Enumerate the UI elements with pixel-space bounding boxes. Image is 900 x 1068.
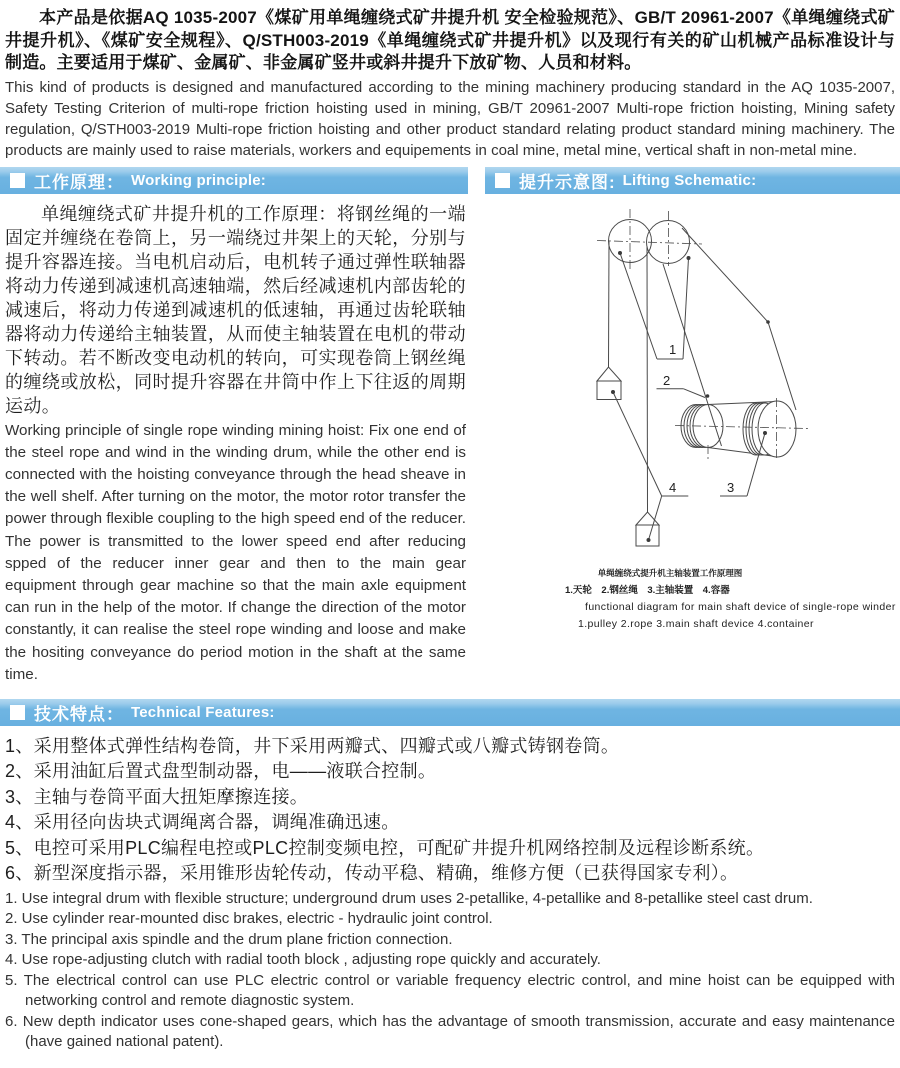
- lifting-schematic-header: [485, 167, 900, 194]
- feature-item-zh: 3、主轴与卷筒平面大扭矩摩擦连接。: [5, 786, 309, 807]
- two-column-section: [0, 167, 900, 686]
- feature-item-en: 1. Use integral drum with flexible structure; underground drum uses 2-petallike, 4-petallike and 8-petallike steel cast drum.: [5, 889, 813, 907]
- diagram-caption-zh-title: 单绳缠绕式提升机主轴装置工作原理图: [597, 567, 743, 578]
- feature-item-zh: 6、新型深度指示器，采用锥形齿轮传动，传动平稳、精确，维修方便（已获得国家专利）。: [5, 863, 739, 884]
- feature-item-zh: 4、采用径向齿块式调绳离合器，调绳准确迅速。: [5, 812, 400, 833]
- technical-features-list-zh: [5, 734, 895, 887]
- feature-item-zh: 2、采用油缸后置式盘型制动器，电——液联合控制。: [5, 761, 437, 782]
- lifting-schematic-column: [485, 167, 900, 686]
- rope-center-vertical: [647, 246, 648, 512]
- hoist-schematic-svg: [485, 196, 900, 636]
- technical-features-title-zh: 技术特点：: [34, 704, 124, 724]
- container-upper: [597, 367, 621, 400]
- diagram-label-3: 3: [727, 479, 735, 495]
- square-bullet-icon: [495, 173, 510, 188]
- square-bullet-icon: [10, 173, 25, 188]
- intro-paragraph-zh: 本产品是依据AQ 1035-2007《煤矿用单绳缠绕式矿井提升机 安全检验规范》、GB/T 20961-2007《单绳缠绕式矿井提升机》、《煤矿安全规程》、Q/STH003-2019《单绳缠绕式矿井提升机》以及现行有关的矿山机械产品标准设计与制造。主要适用于煤矿、金属矿、非金属矿竖井或斜井提升下放矿物、人员和材料。: [5, 8, 895, 72]
- rope-right-diagonal: [682, 228, 796, 410]
- working-principle-title-en: Working principle:: [131, 171, 266, 189]
- technical-features-header: [0, 699, 900, 726]
- technical-features-title-en: Technical Features:: [131, 703, 275, 721]
- drum-end-cap: [758, 401, 796, 457]
- working-principle-body-zh: 单绳缠绕式矿井提升机的工作原理：将钢丝绳的一端固定并缠绕在卷筒上，另一端绕过井架上的天轮，分别与提升容器连接。当电机启动后，电机转子通过弹性联轴器将动力传递到减速机高速轴端，然后经减速机内部齿轮的减速后，将动力传递到减速机的低速轴，再通过齿轮联轴器将动力传递给主轴装置，从而使主轴装置在电机的带动下转动。若不断改变电动机的转向，可实现卷筒上钢丝绳的缠绕或放松，同时提升容器在井筒中作上下往返的周期运动。: [5, 203, 466, 416]
- diagram-caption-en-title: functional diagram for main shaft device of single-rope winder: [585, 600, 896, 613]
- feature-item-en: 2. Use cylinder rear-mounted disc brakes, electric - hydraulic joint control.: [5, 910, 493, 928]
- catalog-page: [0, 7, 900, 1068]
- feature-item-en: 6. New depth indicator uses cone-shaped gears, which has the advantage of smooth transmission, accurate and easy maintenance (have gained national patent).: [5, 1012, 895, 1051]
- working-principle-column: [0, 167, 468, 686]
- lifting-schematic-diagram: [485, 196, 900, 636]
- diagram-label-1: 1: [669, 341, 677, 357]
- square-bullet-icon: [10, 705, 25, 720]
- diagram-caption-en-items: 1.pulley 2.rope 3.main shaft device 4.container: [578, 617, 814, 630]
- working-principle-header: [0, 167, 468, 194]
- diagram-caption-zh-items: 1.天轮 2.钢丝绳 3.主轴装置 4.容器: [565, 584, 730, 596]
- working-principle-title-zh: 工作原理：: [34, 172, 124, 192]
- feature-item-en: 3. The principal axis spindle and the drum plane friction connection.: [5, 930, 453, 948]
- working-principle-body-en: Working principle of single rope winding mining hoist: Fix one end of the steel rope and wind in the winding drum, while the other end is connected with the hoisting conveyance through the head sheave in the well shelf. After turning on the motor, the motor rotor transfer the power through flexible coupling to the high speed end of the reducer. The power is transmitted to the lower speed end after reducing spped of the reducer inner gear and then to the main gear equipment through gear machine so that the main axle equipment can run in the help of the motor. If change the direction of the motor constantly, it can realise the steel rope winding and loose and make the hositing conveyance do period motion in the shaft at the same time.: [5, 421, 467, 683]
- feature-item-en: 5. The electrical control can use PLC electric control or variable frequency electric control, and mine hoist can be equipped with networking control and remote diagnostic system.: [5, 971, 895, 1010]
- lifting-schematic-title-en: Lifting Schematic:: [622, 171, 757, 189]
- technical-features-list-en: [5, 889, 895, 1053]
- intro-paragraph-en: This kind of products is designed and manufactured according to the mining machinery producing standard in the AQ 1035-2007, Safety Testing Criterion of multi-rope friction hoisting used in mining, GB/T 20961-2007 Multi-rope friction hoisting, Mining safety regulation, Q/STH003-2019 Multi-rope friction hoisting and other product standard relating product standard mining machinery. The products are mainly used to raise materials, workers and equipements in coal mine, metal mine, vertical shaft in non-metal mine.: [5, 78, 895, 159]
- lifting-schematic-title-zh: 提升示意图:: [519, 172, 616, 192]
- feature-item-zh: 1、采用整体式弹性结构卷筒，井下采用两瓣式、四瓣式或八瓣式铸钢卷筒。: [5, 735, 620, 756]
- feature-item-zh: 5、电控可采用PLC编程电控或PLC控制变频电控，可配矿井提升机网络控制及远程诊断系统。: [5, 837, 765, 858]
- rope-left-vertical: [609, 241, 610, 367]
- feature-item-en: 4. Use rope-adjusting clutch with radial tooth block , adjusting rope quickly and accurately.: [5, 951, 601, 969]
- diagram-label-2: 2: [663, 372, 671, 388]
- diagram-label-4: 4: [669, 479, 677, 495]
